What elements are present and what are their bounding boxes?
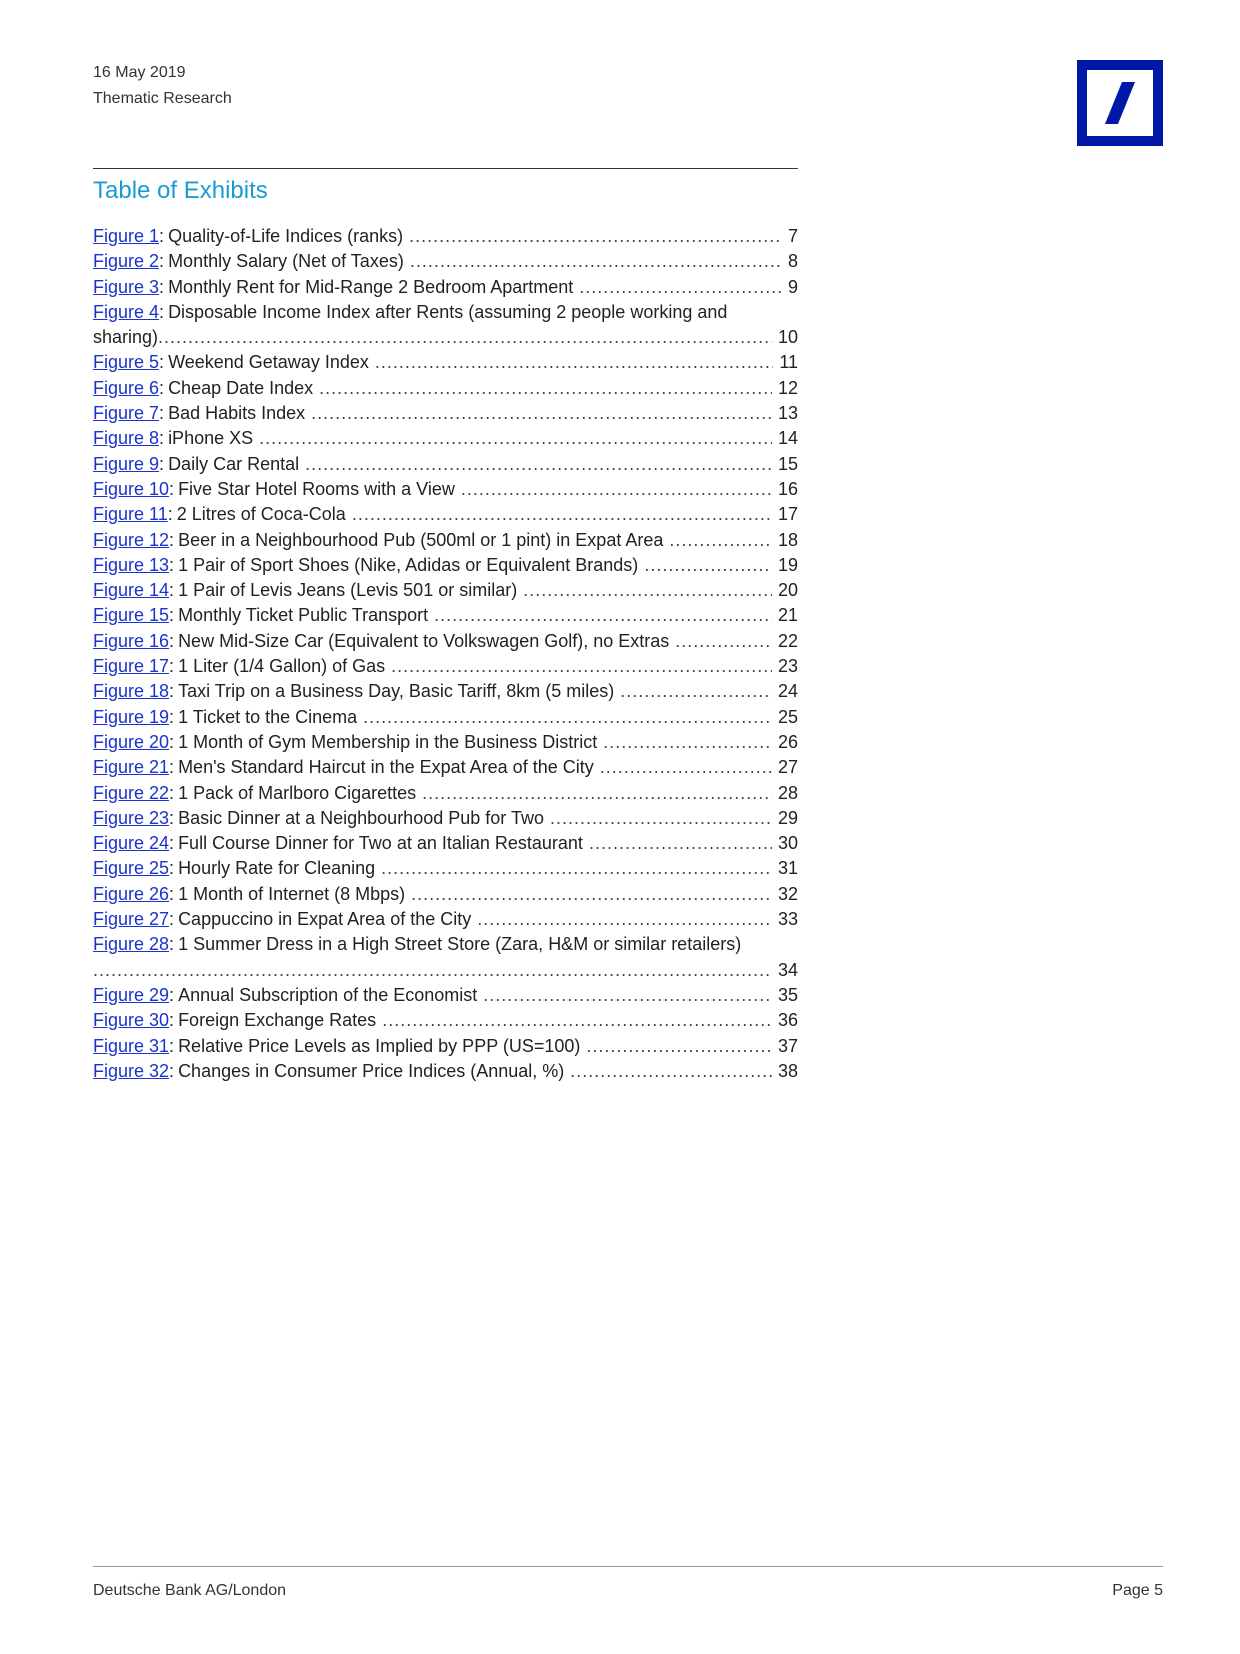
- toc-entry: [93, 705, 798, 730]
- exhibit-title: iPhone XS: [168, 428, 254, 449]
- dot-leader: [319, 376, 772, 401]
- figure-link[interactable]: Figure 8: [93, 428, 160, 449]
- toc-entry: [93, 401, 798, 426]
- figure-link[interactable]: Figure 16: [93, 630, 170, 651]
- figure-link[interactable]: Figure 21: [93, 757, 170, 778]
- exhibit-title: Monthly Ticket Public Transport: [178, 605, 429, 626]
- dot-leader: [381, 856, 772, 881]
- dot-leader: [352, 502, 772, 527]
- exhibit-title: 1 Pair of Sport Shoes (Nike, Adidas or Equivalent Brands): [178, 554, 639, 575]
- page-ref: 9: [787, 276, 798, 297]
- dot-leader: [523, 578, 772, 603]
- toc-entry: [93, 1059, 798, 1084]
- figure-link[interactable]: Figure 27: [93, 909, 170, 930]
- toc-entry: [93, 654, 798, 679]
- separator: :: [159, 403, 165, 424]
- separator: :: [169, 984, 175, 1005]
- exhibit-title: Beer in a Neighbourhood Pub (500ml or 1 pint) in Expat Area: [178, 529, 664, 550]
- dot-leader: [158, 325, 772, 350]
- exhibit-title: 1 Month of Internet (8 Mbps): [178, 883, 406, 904]
- figure-link[interactable]: Figure 26: [93, 883, 170, 904]
- toc-entry: [93, 477, 798, 502]
- dot-leader: [410, 249, 782, 274]
- toc-entry: [93, 376, 798, 401]
- figure-link[interactable]: Figure 20: [93, 731, 170, 752]
- page-ref: 19: [777, 554, 798, 575]
- page-ref: 23: [777, 656, 798, 677]
- dot-leader: [422, 781, 772, 806]
- toc-entry: [93, 452, 798, 477]
- separator: :: [169, 706, 175, 727]
- figure-link[interactable]: Figure 31: [93, 1035, 170, 1056]
- separator: :: [169, 478, 175, 499]
- separator: :: [169, 858, 175, 879]
- page-ref: 28: [777, 782, 798, 803]
- separator: :: [169, 605, 175, 626]
- dot-leader: [589, 831, 772, 856]
- exhibit-title: Weekend Getaway Index: [168, 352, 369, 373]
- dot-leader: [382, 1008, 772, 1033]
- toc-entry-continuation: [93, 325, 798, 350]
- exhibit-title: Hourly Rate for Cleaning: [178, 858, 376, 879]
- figure-link[interactable]: Figure 23: [93, 807, 170, 828]
- toc-entry: [93, 755, 798, 780]
- table-of-exhibits: [93, 224, 798, 1084]
- page-ref: 24: [777, 681, 798, 702]
- dot-leader: [644, 553, 772, 578]
- exhibit-title-continuation: sharing): [93, 327, 159, 348]
- separator: :: [169, 807, 175, 828]
- page-ref: 37: [777, 1035, 798, 1056]
- separator: :: [159, 377, 165, 398]
- separator: :: [169, 630, 175, 651]
- exhibit-title: Relative Price Levels as Implied by PPP (US=100): [178, 1035, 581, 1056]
- toc-entry: [93, 856, 798, 881]
- exhibit-title: Changes in Consumer Price Indices (Annual, %): [178, 1060, 565, 1081]
- dot-leader: [259, 426, 772, 451]
- dot-leader: [550, 806, 772, 831]
- figure-link[interactable]: Figure 6: [93, 377, 160, 398]
- page-ref: 27: [777, 757, 798, 778]
- page-ref: 7: [787, 226, 798, 246]
- figure-link[interactable]: Figure 30: [93, 1010, 170, 1031]
- page-ref: 34: [777, 959, 798, 980]
- exhibit-title: Cheap Date Index: [168, 377, 314, 398]
- separator: :: [159, 352, 165, 373]
- separator: :: [159, 301, 165, 322]
- page-ref: 18: [777, 529, 798, 550]
- separator: :: [169, 1035, 175, 1056]
- page-ref: 36: [777, 1010, 798, 1031]
- figure-link[interactable]: Figure 7: [93, 403, 160, 424]
- separator: :: [169, 554, 175, 575]
- figure-link[interactable]: Figure 10: [93, 478, 170, 499]
- exhibit-title: Monthly Rent for Mid-Range 2 Bedroom Apartment: [168, 276, 574, 297]
- title-rule: [93, 168, 798, 169]
- exhibit-title: 1 Month of Gym Membership in the Business District: [178, 731, 598, 752]
- page-ref: 20: [777, 580, 798, 601]
- page-ref: 26: [777, 731, 798, 752]
- exhibit-title: Men's Standard Haircut in the Expat Area of the City: [178, 757, 594, 778]
- page-ref: 14: [777, 428, 798, 449]
- toc-entry: [93, 629, 798, 654]
- page-ref: 10: [777, 327, 798, 348]
- toc-entry: [93, 882, 798, 907]
- dot-leader: [477, 907, 772, 932]
- figure-link[interactable]: Figure 18: [93, 681, 170, 702]
- separator: :: [169, 656, 175, 677]
- toc-entry: [93, 224, 798, 249]
- figure-link[interactable]: Figure 12: [93, 529, 170, 550]
- dot-leader: [434, 603, 772, 628]
- page-ref: 31: [777, 858, 798, 879]
- figure-link[interactable]: Figure 19: [93, 706, 170, 727]
- toc-entry: [93, 249, 798, 274]
- exhibit-title: Cappuccino in Expat Area of the City: [178, 909, 472, 930]
- exhibit-title: 1 Liter (1/4 Gallon) of Gas: [178, 656, 386, 677]
- figure-link[interactable]: Figure 14: [93, 580, 170, 601]
- exhibit-title: Quality-of-Life Indices (ranks): [168, 226, 404, 246]
- separator: :: [167, 504, 173, 525]
- separator: :: [169, 934, 175, 955]
- figure-link[interactable]: Figure 11: [93, 504, 168, 525]
- dot-leader: [311, 401, 772, 426]
- page-ref: 30: [777, 833, 798, 854]
- page-ref: 15: [777, 453, 798, 474]
- figure-link[interactable]: Figure 29: [93, 984, 170, 1005]
- toc-entry: [93, 300, 798, 325]
- page-ref: 12: [777, 377, 798, 398]
- page-header: [93, 60, 232, 112]
- separator: :: [169, 883, 175, 904]
- footer-publisher: Deutsche Bank AG/London: [93, 1582, 287, 1599]
- exhibit-title: 2 Litres of Coca-Cola: [176, 504, 346, 525]
- toc-entry: [93, 426, 798, 451]
- dot-leader: [391, 654, 772, 679]
- dot-leader: [461, 477, 772, 502]
- exhibit-title: Monthly Salary (Net of Taxes): [168, 251, 404, 272]
- separator: :: [169, 529, 175, 550]
- exhibit-title: Full Course Dinner for Two at an Italian Restaurant: [178, 833, 583, 854]
- figure-link[interactable]: Figure 9: [93, 453, 160, 474]
- exhibit-title: 1 Ticket to the Cinema: [178, 706, 358, 727]
- separator: :: [169, 681, 175, 702]
- dot-leader: [411, 882, 772, 907]
- page-ref: 16: [777, 478, 798, 499]
- separator: :: [169, 731, 175, 752]
- toc-entry: [93, 730, 798, 755]
- toc-entry: [93, 275, 798, 300]
- page-ref: 17: [777, 504, 798, 525]
- dot-leader: [586, 1034, 772, 1059]
- dot-leader: [579, 275, 782, 300]
- separator: :: [169, 782, 175, 803]
- toc-entry: [93, 1008, 798, 1033]
- exhibit-title: Basic Dinner at a Neighbourhood Pub for Two: [178, 807, 544, 828]
- dot-leader: [363, 705, 772, 730]
- figure-link[interactable]: Figure 25: [93, 858, 170, 879]
- dot-leader: [305, 452, 772, 477]
- exhibit-title: New Mid-Size Car (Equivalent to Volkswagen Golf), no Extras: [178, 630, 670, 651]
- dot-leader: [620, 679, 772, 704]
- page-ref: 11: [779, 352, 798, 373]
- toc-entry: [93, 528, 798, 553]
- page-ref: 35: [777, 984, 798, 1005]
- separator: :: [169, 1060, 175, 1081]
- dot-leader: [409, 224, 782, 249]
- toc-entry: [93, 603, 798, 628]
- separator: :: [169, 757, 175, 778]
- dot-leader: [375, 350, 773, 375]
- exhibit-title: Five Star Hotel Rooms with a View: [178, 478, 455, 499]
- page-ref: 33: [777, 909, 798, 930]
- separator: :: [169, 833, 175, 854]
- toc-entry: [93, 679, 798, 704]
- exhibit-title: Annual Subscription of the Economist: [178, 984, 478, 1005]
- figure-link[interactable]: Figure 15: [93, 605, 170, 626]
- page-ref: 13: [777, 403, 798, 424]
- page-ref: 22: [777, 630, 798, 651]
- exhibit-title: 1 Pair of Levis Jeans (Levis 501 or similar): [178, 580, 518, 601]
- toc-entry: [93, 578, 798, 603]
- toc-entry: [93, 806, 798, 831]
- footer-rule: [93, 1566, 1163, 1567]
- separator: :: [169, 580, 175, 601]
- toc-entry: [93, 350, 798, 375]
- dot-leader: [603, 730, 772, 755]
- dot-leader: [675, 629, 772, 654]
- figure-link[interactable]: Figure 3: [93, 276, 160, 297]
- page-ref: 38: [777, 1060, 798, 1081]
- exhibit-title: 1 Summer Dress in a High Street Store (Zara, H&M or similar retailers): [178, 934, 742, 955]
- figure-link[interactable]: Figure 2: [93, 251, 160, 272]
- toc-entry: [93, 553, 798, 578]
- separator: :: [169, 1010, 175, 1031]
- page-ref: 21: [777, 605, 798, 626]
- page-ref: 29: [777, 807, 798, 828]
- exhibit-title: Disposable Income Index after Rents (assuming 2 people working and: [168, 301, 728, 322]
- dot-leader: [669, 528, 772, 553]
- report-section: Thematic Research: [93, 90, 232, 107]
- separator: :: [159, 226, 165, 246]
- exhibit-title: Foreign Exchange Rates: [178, 1010, 377, 1031]
- toc-entry: [93, 907, 798, 932]
- deutsche-bank-logo-icon: [1077, 60, 1163, 146]
- toc-entry: [93, 831, 798, 856]
- separator: :: [159, 251, 165, 272]
- figure-link[interactable]: Figure 5: [93, 352, 160, 373]
- figure-link[interactable]: Figure 32: [93, 1060, 170, 1081]
- exhibit-title: 1 Pack of Marlboro Cigarettes: [178, 782, 417, 803]
- toc-entry: [93, 502, 798, 527]
- figure-link[interactable]: Figure 17: [93, 656, 170, 677]
- separator: :: [169, 909, 175, 930]
- figure-link[interactable]: Figure 22: [93, 782, 170, 803]
- toc-title: Table of Exhibits: [93, 177, 268, 204]
- toc-entry: [93, 932, 798, 957]
- figure-link[interactable]: Figure 4: [93, 301, 160, 322]
- separator: :: [159, 453, 165, 474]
- toc-entry-continuation: [93, 958, 798, 983]
- toc-entry: [93, 1034, 798, 1059]
- figure-link[interactable]: Figure 1: [93, 226, 160, 246]
- page-ref: 25: [777, 706, 798, 727]
- page-ref: 8: [787, 251, 798, 272]
- figure-link[interactable]: Figure 13: [93, 554, 170, 575]
- toc-entry: [93, 983, 798, 1008]
- exhibit-title: Bad Habits Index: [168, 403, 306, 424]
- exhibit-title: Taxi Trip on a Business Day, Basic Tariff, 8km (5 miles): [178, 681, 615, 702]
- dot-leader: [570, 1059, 772, 1084]
- figure-link[interactable]: Figure 24: [93, 833, 170, 854]
- separator: :: [159, 276, 165, 297]
- dot-leader: [93, 958, 772, 983]
- page-ref: 32: [777, 883, 798, 904]
- page-number: Page 5: [1112, 1582, 1163, 1599]
- dot-leader: [483, 983, 772, 1008]
- dot-leader: [600, 755, 772, 780]
- figure-link[interactable]: Figure 28: [93, 934, 170, 955]
- exhibit-title: Daily Car Rental: [168, 453, 300, 474]
- toc-entry: [93, 781, 798, 806]
- report-date: 16 May 2019: [93, 64, 186, 81]
- separator: :: [159, 428, 165, 449]
